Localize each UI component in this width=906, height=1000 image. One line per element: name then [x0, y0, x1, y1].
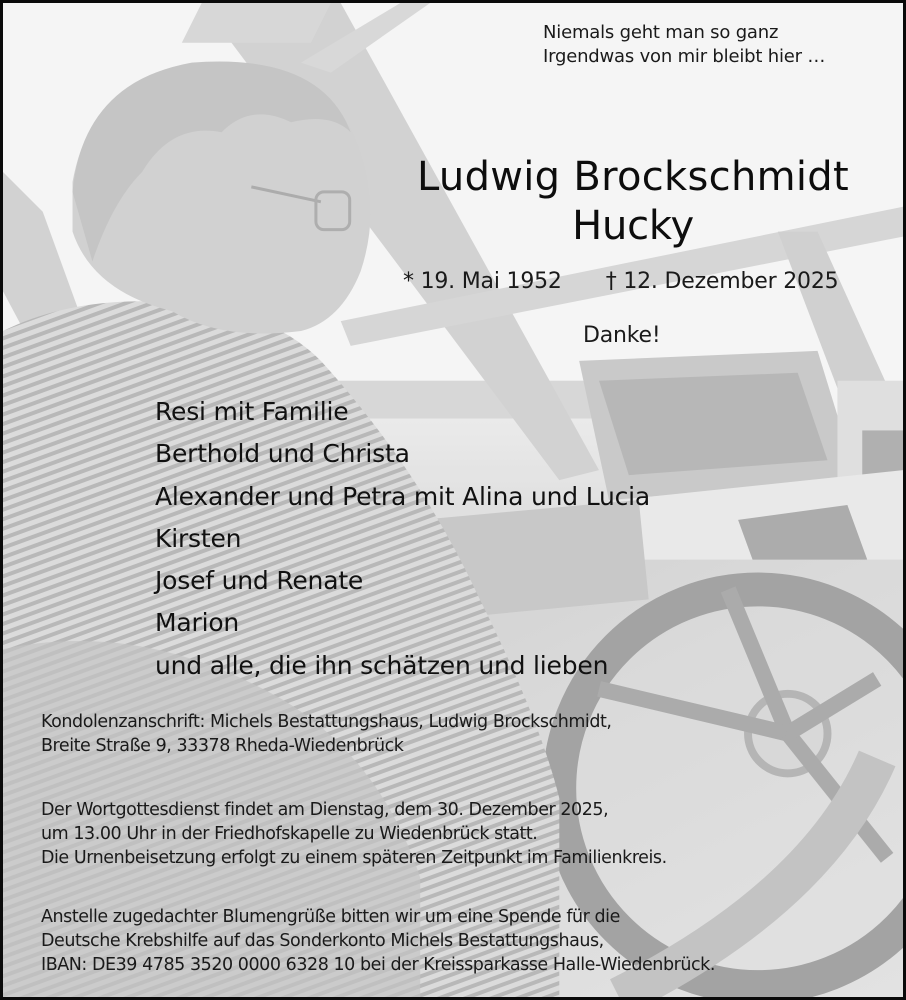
mourner-entry: Josef und Renate — [155, 566, 364, 596]
condolence-line-2: Breite Straße 9, 33378 Rheda-Wiedenbrück — [41, 736, 404, 756]
deceased-name: Ludwig Brockschmidt — [417, 154, 849, 200]
mourner-entry: Resi mit Familie — [155, 397, 349, 426]
donation-line-2: Deutsche Krebshilfe auf das Sonderkonto Michels Bestattungshaus, — [41, 931, 604, 951]
condolence-address — [41, 710, 612, 758]
service-line-1: Der Wortgottesdienst findet am Dienstag, dem 30. Dezember 2025, — [41, 800, 609, 820]
motto-line-1: Niemals geht man so ganz — [543, 22, 779, 43]
life-dates — [403, 267, 838, 297]
motto-quote — [543, 21, 825, 69]
mourners-list — [155, 391, 650, 687]
deceased-name-block — [373, 151, 893, 249]
donation-information — [41, 905, 715, 977]
mourner-entry: Kirsten — [155, 523, 242, 553]
mourner-entry: Marion — [155, 608, 240, 638]
mourner-entry: Berthold und Christa — [155, 439, 410, 469]
service-line-2: um 13.00 Uhr in der Friedhofskapelle zu Wiedenbrück statt. — [41, 824, 538, 844]
mourner-entry: Alexander und Petra mit Alina und Lucia — [155, 481, 651, 511]
service-information — [41, 798, 667, 870]
service-line-3: Die Urnenbeisetzung erfolgt zu einem späteren Zeitpunkt im Familienkreis. — [41, 848, 667, 868]
motto-line-2: Irgendwas von mir bleibt hier … — [543, 46, 826, 67]
donation-line-1: Anstelle zugedachter Blumengrüße bitten wir um eine Spende für die — [41, 907, 620, 927]
birth-date: * 19. Mai 1952 — [403, 269, 562, 294]
mourner-entry: und alle, die ihn schätzen und lieben — [155, 650, 609, 680]
donation-line-3: IBAN: DE39 4785 3520 0000 6328 10 bei der Kreissparkasse Halle-Wiedenbrück. — [41, 955, 715, 975]
deceased-nickname: Hucky — [572, 203, 694, 249]
condolence-line-1: Kondolenzanschrift: Michels Bestattungshaus, Ludwig Brockschmidt, — [41, 712, 612, 732]
thanks-heading: Danke! — [583, 323, 661, 348]
death-date: † 12. Dezember 2025 — [605, 269, 839, 294]
